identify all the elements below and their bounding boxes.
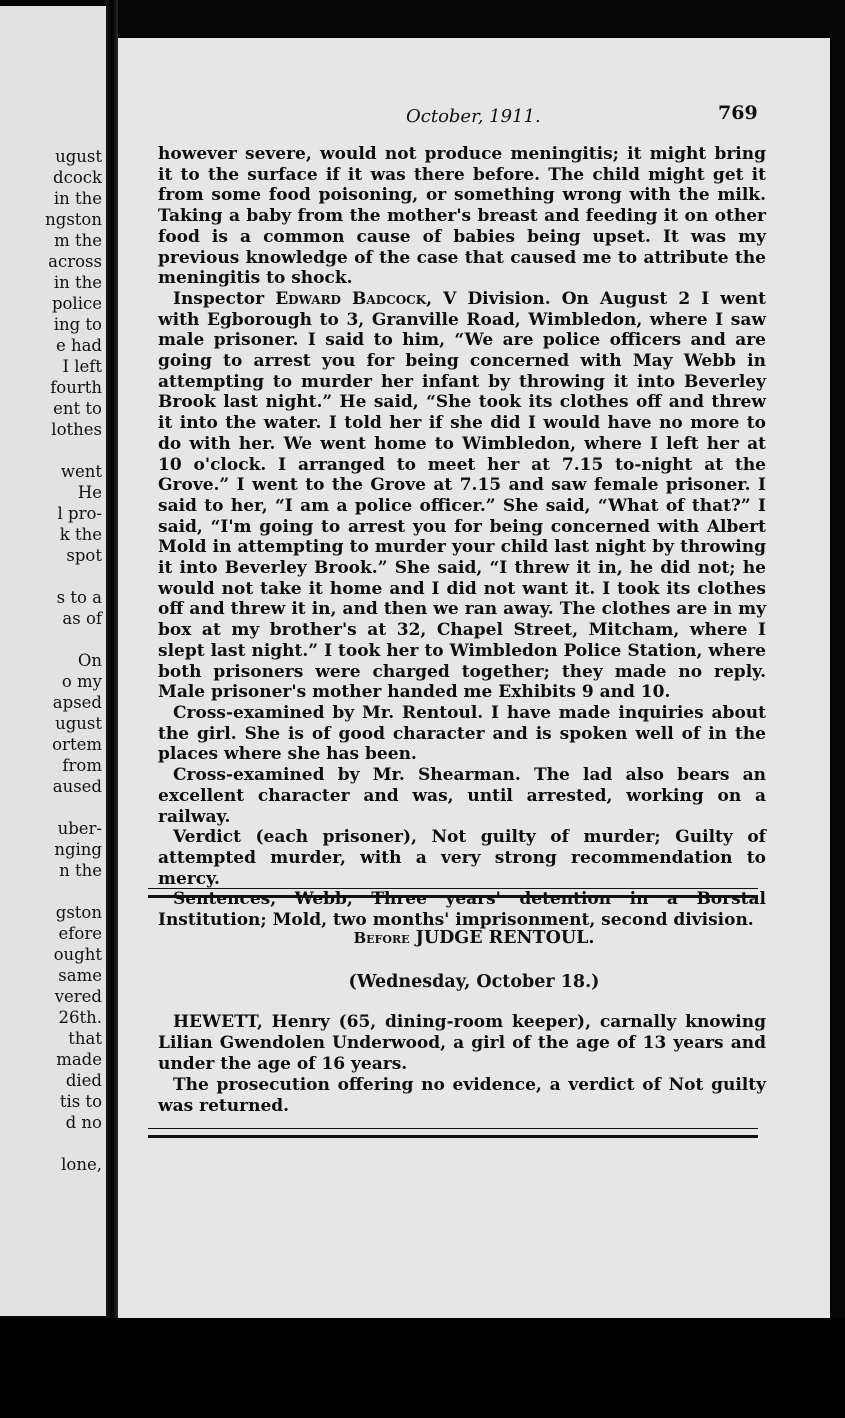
body-text xyxy=(158,144,766,931)
left-margin-fragment: vered xyxy=(54,987,102,1006)
section-before: Before xyxy=(353,929,410,947)
left-margin-fragment: m the xyxy=(54,231,102,250)
left-margin-fragment: police xyxy=(51,294,102,313)
left-margin-fragment: across xyxy=(48,252,102,271)
left-margin-fragment: n the xyxy=(59,861,102,880)
case-entry xyxy=(158,1012,766,1117)
left-margin-fragment: made xyxy=(56,1050,102,1069)
left-margin-fragment: that xyxy=(68,1029,102,1048)
left-margin-fragment: apsed xyxy=(52,693,102,712)
left-margin-fragment: s to a xyxy=(56,588,102,607)
left-margin-fragment: from xyxy=(62,756,102,775)
left-margin-fragment: ugust xyxy=(55,147,102,166)
left-margin-fragment: ing to xyxy=(53,315,102,334)
left-margin-fragment: ent to xyxy=(53,399,102,418)
section-divider-top xyxy=(148,888,758,898)
left-margin-fragment: efore xyxy=(58,924,102,943)
left-margin-fragment: e had xyxy=(55,336,102,355)
left-margin-fragment: lothes xyxy=(51,420,102,439)
paragraph-cross-rentoul: Cross-examined by Mr. Rentoul. I have made inquiries about the girl. She is of good character and is spoken well of in the places where she has been. xyxy=(158,702,766,765)
case-charge: Henry (65, dining-room keeper), carnally knowing Lilian Gwendolen Underwood, a girl of the age of 13 years and under the age of 16 years. xyxy=(158,1012,766,1074)
left-margin-fragment: as of xyxy=(62,609,102,628)
left-margin-fragment: He xyxy=(77,483,102,502)
left-margin-fragment: k the xyxy=(59,525,102,544)
testimony-text: , V Division. On August 2 I went with Egborough to 3, Granville Road, Wimbledon, where I saw male prisoner. I said to him, “We are police officers and are going to arrest you for being concerned with May Webb in attempting to murder her infant by throwing it into Beverley Brook last night.” He said, “She took its clothes off and threw it into the water. I told her if she did I would have no more to do with her. We went home to Wimbledon, where I left her at 10 o'clock. I arranged to meet her at 7.15 to-night at the Grove.” I went to the Grove at 7.15 and saw female prisoner. I said to her, “I am a police officer.” She said, “What of that?” I said, “I'm going to arrest you for being concerned with Albert Mold in attempting to murder your child last night by throwing it into Beverley Brook.” She said, “I threw it in, he did not; he would not take it home and I did not want it. I took its clothes off and threw it in, and then we ran away. The clothes are in my box at my brother's at 32, Chapel Street, Mitcham, where I slept last night.” I took her to Wimbledon Police Station, where both prisoners were charged together; they made no reply. Male prisoner's mother handed me Exhibits 9 and 10. xyxy=(158,288,766,703)
right-page xyxy=(118,38,830,1318)
left-margin-fragment: uber- xyxy=(57,819,102,838)
left-margin-fragment: ortem xyxy=(52,735,102,754)
book-gutter xyxy=(106,0,118,1340)
witness-name: Edward Badcock xyxy=(275,288,427,309)
left-margin-fragment: ngston xyxy=(45,210,102,229)
paragraph-sentences: Sentences, Webb, Three years' detention in a Borstal Institution; Mold, two months' imprisonment, second division. xyxy=(158,889,766,931)
left-margin-fragment: ought xyxy=(53,945,102,964)
left-margin-fragment: dcock xyxy=(53,168,102,187)
section-heading xyxy=(118,928,830,948)
paragraph-continuation: however severe, would not produce meningitis; it might bring it to the surface if it was there before. The child might get it from some food poisoning, or something wrong with the milk. Taking a baby from the mother's breast and feeding it on other food is a common cause of babies being upset. It was my previous knowledge of the case that caused me to attribute the meningitis to shock. xyxy=(158,144,766,289)
left-margin-fragment: in the xyxy=(53,273,102,292)
left-margin-fragment: On xyxy=(77,651,102,670)
section-judge: JUDGE RENTOUL. xyxy=(415,928,595,948)
left-margin-fragment: ugust xyxy=(55,714,102,733)
running-title: October, 1911. xyxy=(406,106,541,127)
left-margin-fragment: 26th. xyxy=(58,1008,102,1027)
scan-border xyxy=(0,1318,845,1418)
page-number: 769 xyxy=(718,102,758,124)
left-margin-fragment: aused xyxy=(52,777,102,796)
left-page xyxy=(0,6,106,1316)
left-margin-fragment: went xyxy=(60,462,102,481)
left-margin-fragment: tis to xyxy=(59,1092,102,1111)
left-margin-fragment: l pro- xyxy=(57,504,102,523)
left-margin-fragment: I left xyxy=(62,357,102,376)
left-margin-fragment: in the xyxy=(53,189,102,208)
left-margin-fragment: lone, xyxy=(61,1155,102,1174)
case-paragraph xyxy=(158,1012,766,1075)
left-margin-fragment: same xyxy=(58,966,102,985)
section-divider-bottom xyxy=(148,1128,758,1138)
paragraph-cross-shearman: Cross-examined by Mr. Shearman. The lad also bears an excellent character and was, until arrested, working on a railway. xyxy=(158,765,766,827)
left-margin-fragment: o my xyxy=(61,672,102,691)
case-defendant: HEWETT, xyxy=(173,1012,263,1032)
left-margin-fragment: gston xyxy=(55,903,102,922)
paragraph-verdict: Verdict (each prisoner), Not guilty of murder; Guilty of attempted murder, with a very strong recommendation to mercy. xyxy=(158,827,766,889)
left-margin-fragment: fourth xyxy=(50,378,102,397)
case-verdict: The prosecution offering no evidence, a verdict of Not guilty was returned. xyxy=(158,1075,766,1116)
left-margin-fragment: spot xyxy=(66,546,102,565)
witness-title: Inspector xyxy=(173,288,276,309)
page-header xyxy=(406,106,541,127)
left-margin-fragment: nging xyxy=(54,840,102,859)
left-margin-fragment: died xyxy=(65,1071,102,1090)
left-margin-fragment: d no xyxy=(65,1113,102,1132)
paragraph-badcock-testimony xyxy=(158,289,766,703)
section-date: (Wednesday, October 18.) xyxy=(348,972,600,992)
